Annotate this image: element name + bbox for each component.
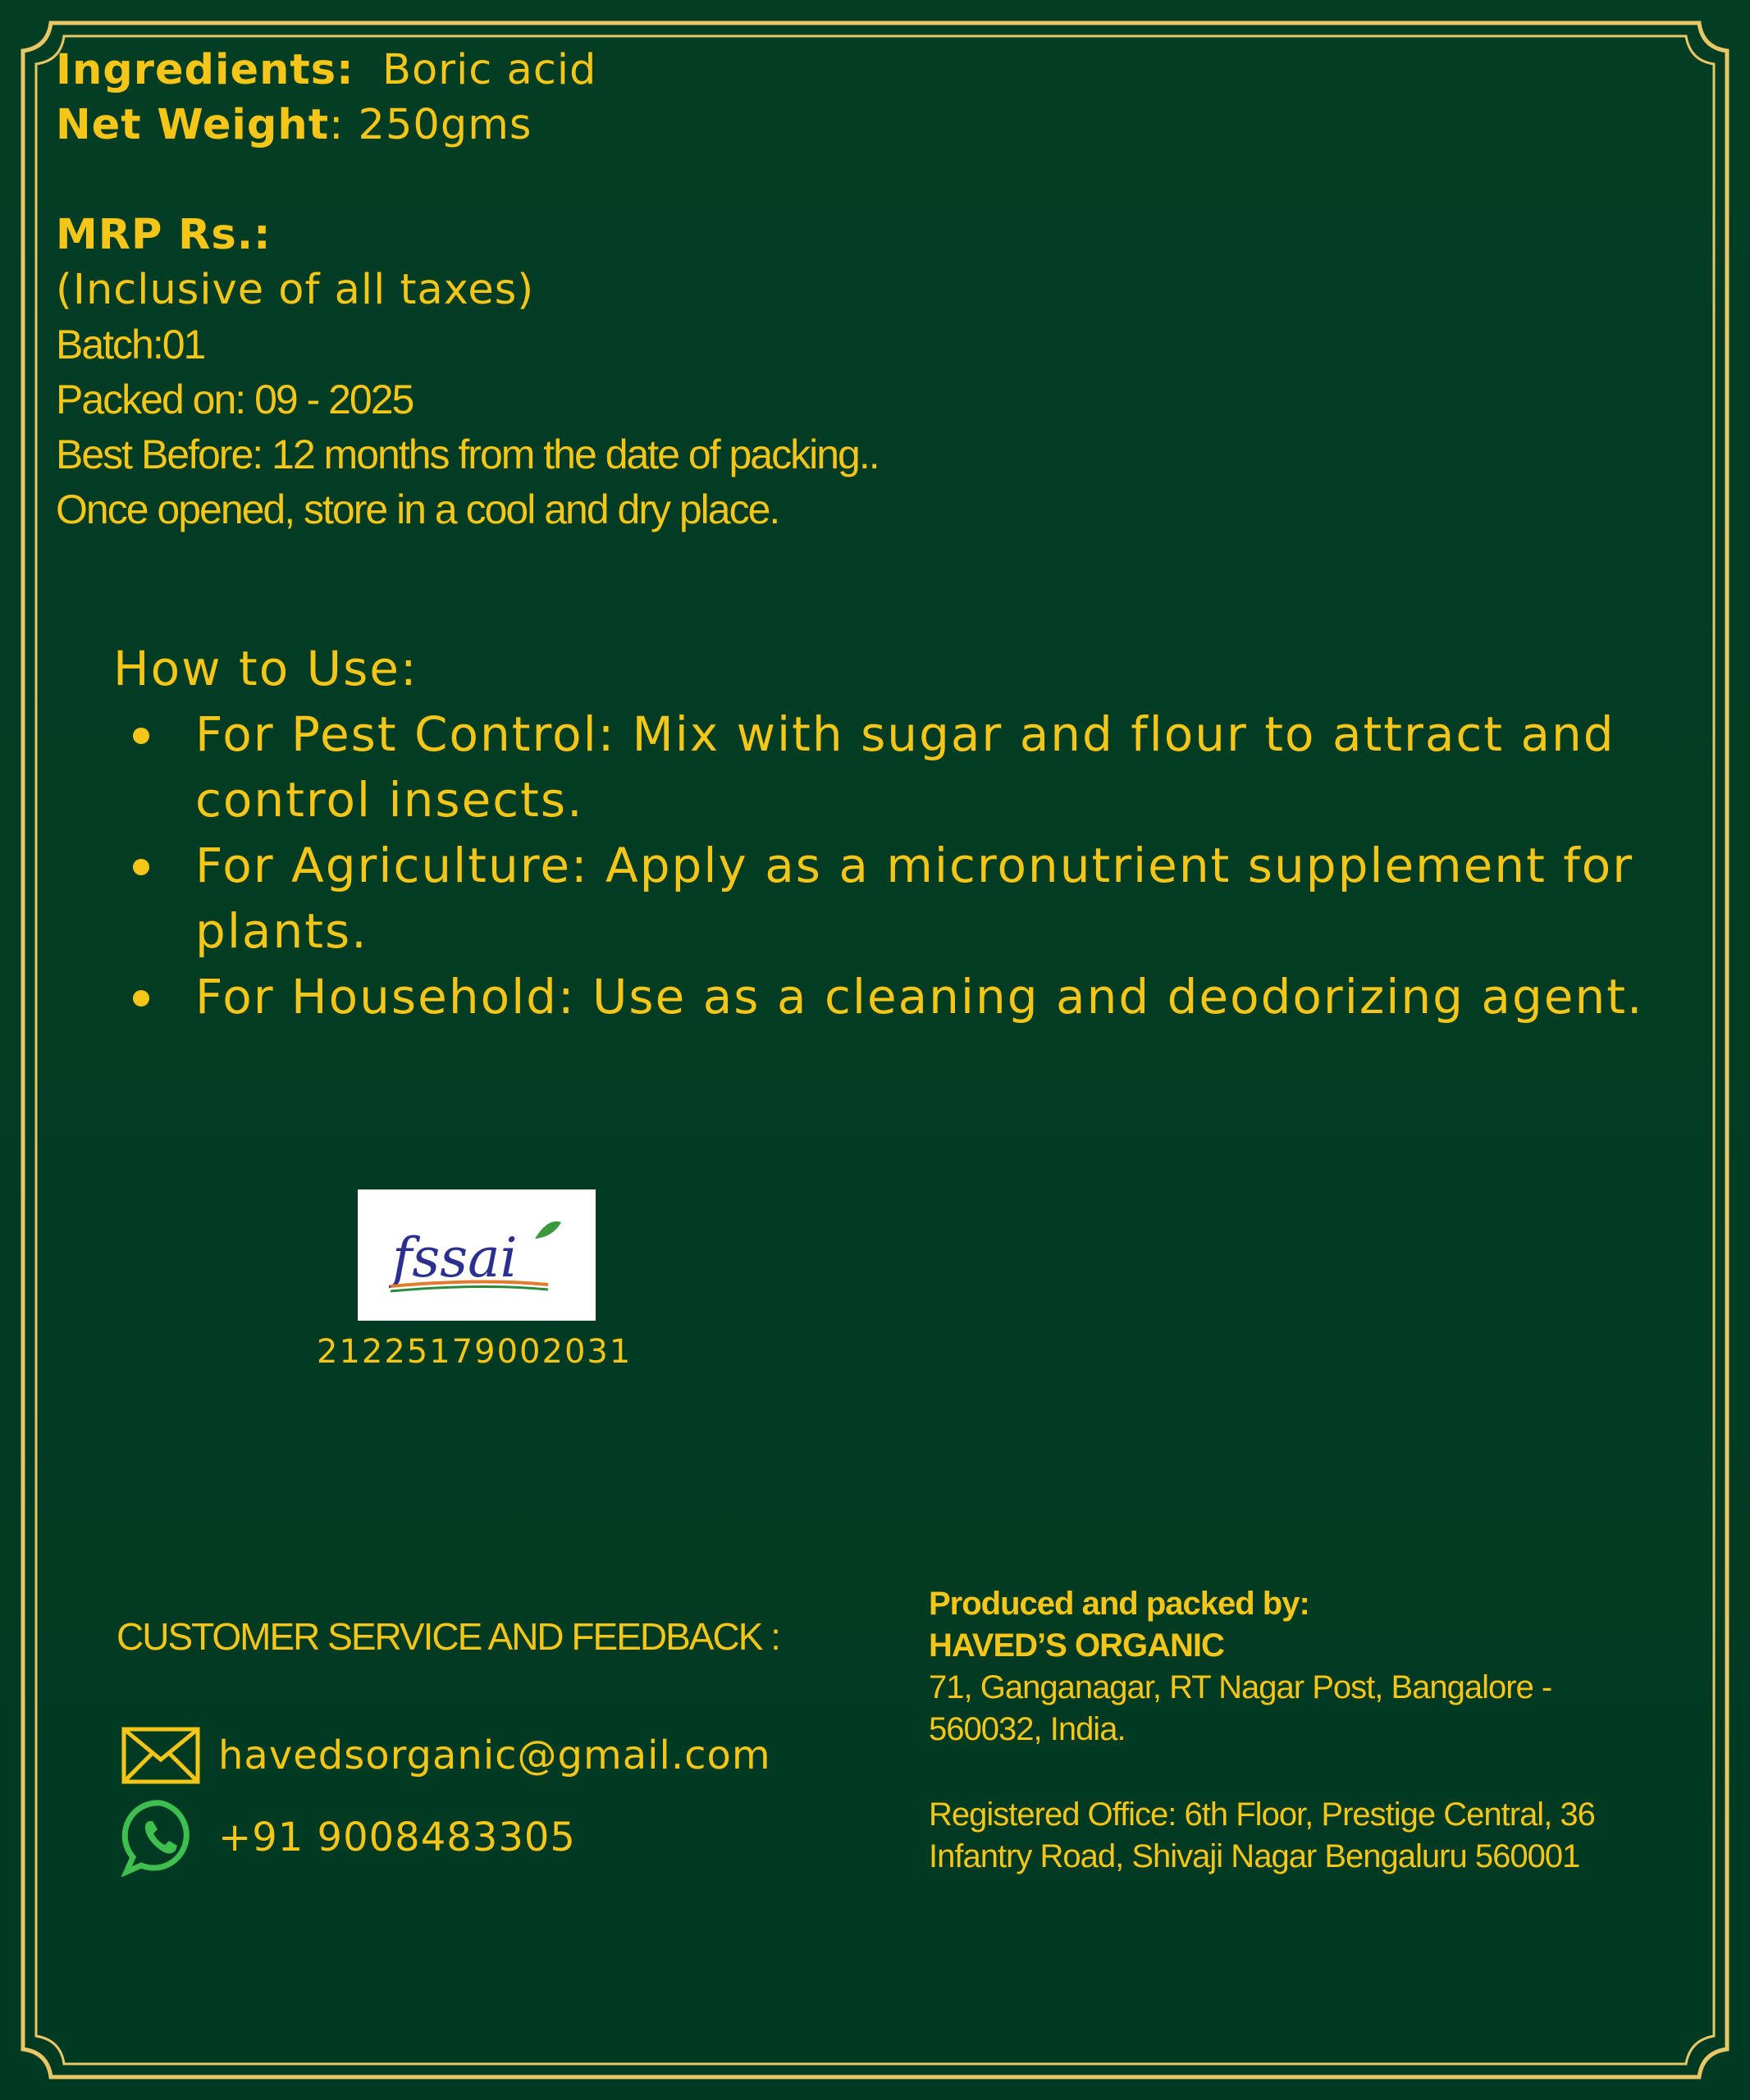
- net-weight-value: : 250gms: [329, 101, 532, 149]
- packed-on: Packed on: 09 - 2025: [56, 377, 414, 422]
- list-item: For Household: Use as a cleaning and deodorizing agent.: [113, 964, 1672, 1029]
- registered-office-line: Infantry Road, Shivaji Nagar Bengaluru 560001: [929, 1838, 1580, 1874]
- usage-list: [113, 701, 1672, 1029]
- how-to-use-title: How to Use:: [113, 641, 418, 696]
- product-specs: [56, 43, 879, 537]
- phone-number[interactable]: +91 9008483305: [218, 1815, 576, 1860]
- how-to-use-section: [113, 636, 1672, 1029]
- mrp-row: [56, 208, 879, 262]
- list-item: For Pest Control: Mix with sugar and flour to attract and control insects.: [113, 701, 1672, 833]
- bullet-icon: [133, 859, 149, 875]
- fssai-logo: [358, 1189, 596, 1321]
- net-weight-label: Net Weight: [56, 101, 330, 149]
- storage-instruction: Once opened, store in a cool and dry place.: [56, 486, 779, 532]
- ingredients-value: Boric acid: [382, 46, 597, 94]
- best-before: Best Before: 12 months from the date of packing..: [56, 431, 879, 477]
- mrp-label: MRP Rs.:: [56, 211, 272, 259]
- bullet-icon: [133, 728, 149, 744]
- batch-number: Batch:01: [56, 322, 205, 368]
- customer-service-title: CUSTOMER SERVICE AND FEEDBACK :: [117, 1615, 779, 1658]
- phone-contact[interactable]: [120, 1796, 576, 1879]
- net-weight-row: [56, 98, 879, 153]
- fssai-logo-icon: [358, 1189, 596, 1321]
- producer-address-line: 71, Ganganagar, RT Nagar Post, Bangalore -: [929, 1669, 1552, 1705]
- ingredients-label: Ingredients:: [56, 46, 354, 94]
- fssai-license-number: 21225179002031: [317, 1333, 633, 1371]
- email-contact[interactable]: [120, 1714, 771, 1796]
- tax-note: (Inclusive of all taxes): [56, 266, 535, 314]
- svg-text:fssai: fssai: [392, 1226, 518, 1290]
- producer-company: HAVED’S ORGANIC: [929, 1628, 1224, 1664]
- registered-office-line: Registered Office: 6th Floor, Prestige Central, 36: [929, 1796, 1595, 1833]
- producer-info: [929, 1583, 1716, 1878]
- whatsapp-icon: [120, 1796, 202, 1879]
- producer-address-line: 560032, India.: [929, 1711, 1126, 1747]
- list-item: For Agriculture: Apply as a micronutrient supplement for plants.: [113, 833, 1672, 964]
- bullet-icon: [133, 990, 149, 1007]
- email-address[interactable]: havedsorganic@gmail.com: [218, 1732, 771, 1778]
- producer-heading: Produced and packed by:: [929, 1586, 1309, 1622]
- ingredients-row: [56, 43, 879, 98]
- mail-icon: [120, 1714, 202, 1796]
